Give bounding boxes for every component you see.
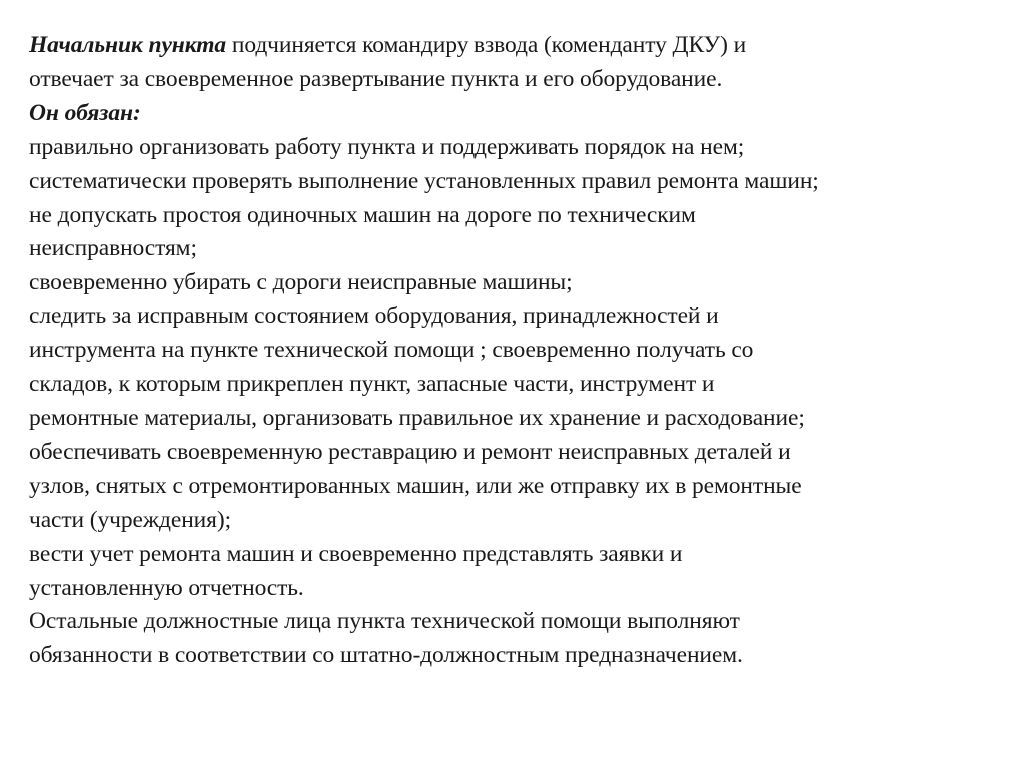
body-line: вести учет ремонта машин и своевременно представлять заявки и	[29, 540, 683, 567]
body-line: ремонтные материалы, организовать правильное их хранение и расходование;	[29, 404, 805, 431]
body-line: следить за исправным состоянием оборудования, принадлежностей и	[29, 303, 719, 330]
body-line: обеспечивать своевременную реставрацию и ремонт неисправных деталей и	[29, 438, 791, 465]
body-line: Остальные должностные лица пункта технической помощи выполняют	[29, 608, 740, 635]
body-line: правильно организовать работу пункта и поддерживать порядок на нем;	[29, 133, 745, 160]
body-line: инструмента на пункте технической помощи ; своевременно получать со	[29, 337, 754, 364]
intro-line-2: отвечает за своевременное развертывание пункта и его оборудование.	[29, 65, 723, 92]
intro-line-1	[29, 29, 1019, 63]
body-line: своевременно убирать с дороги неисправные машины;	[29, 269, 573, 296]
body-line: установленную отчетность.	[29, 574, 304, 601]
body-line: части (учреждения);	[29, 506, 232, 533]
body-line: складов, к которым прикреплен пункт, запасные части, инструмент и	[29, 371, 715, 398]
duties-text-block	[29, 29, 1019, 673]
role-label: Начальник пункта	[29, 32, 227, 58]
body-line: обязанности в соответствии со штатно-должностным предназначением.	[29, 642, 743, 669]
body-line: систематически проверять выполнение установленных правил ремонта машин;	[29, 167, 819, 194]
body-line: не допускать простоя одиночных машин на дороге по техническим	[29, 201, 696, 228]
intro-line-1-rest: подчиняется командиру взвода (коменданту ДКУ) и	[226, 32, 747, 58]
duties-heading: Он обязан:	[29, 99, 141, 126]
body-line: узлов, снятых с отремонтированных машин, или же отправку их в ремонтные	[29, 472, 802, 499]
body-line: неисправностям;	[29, 235, 197, 262]
